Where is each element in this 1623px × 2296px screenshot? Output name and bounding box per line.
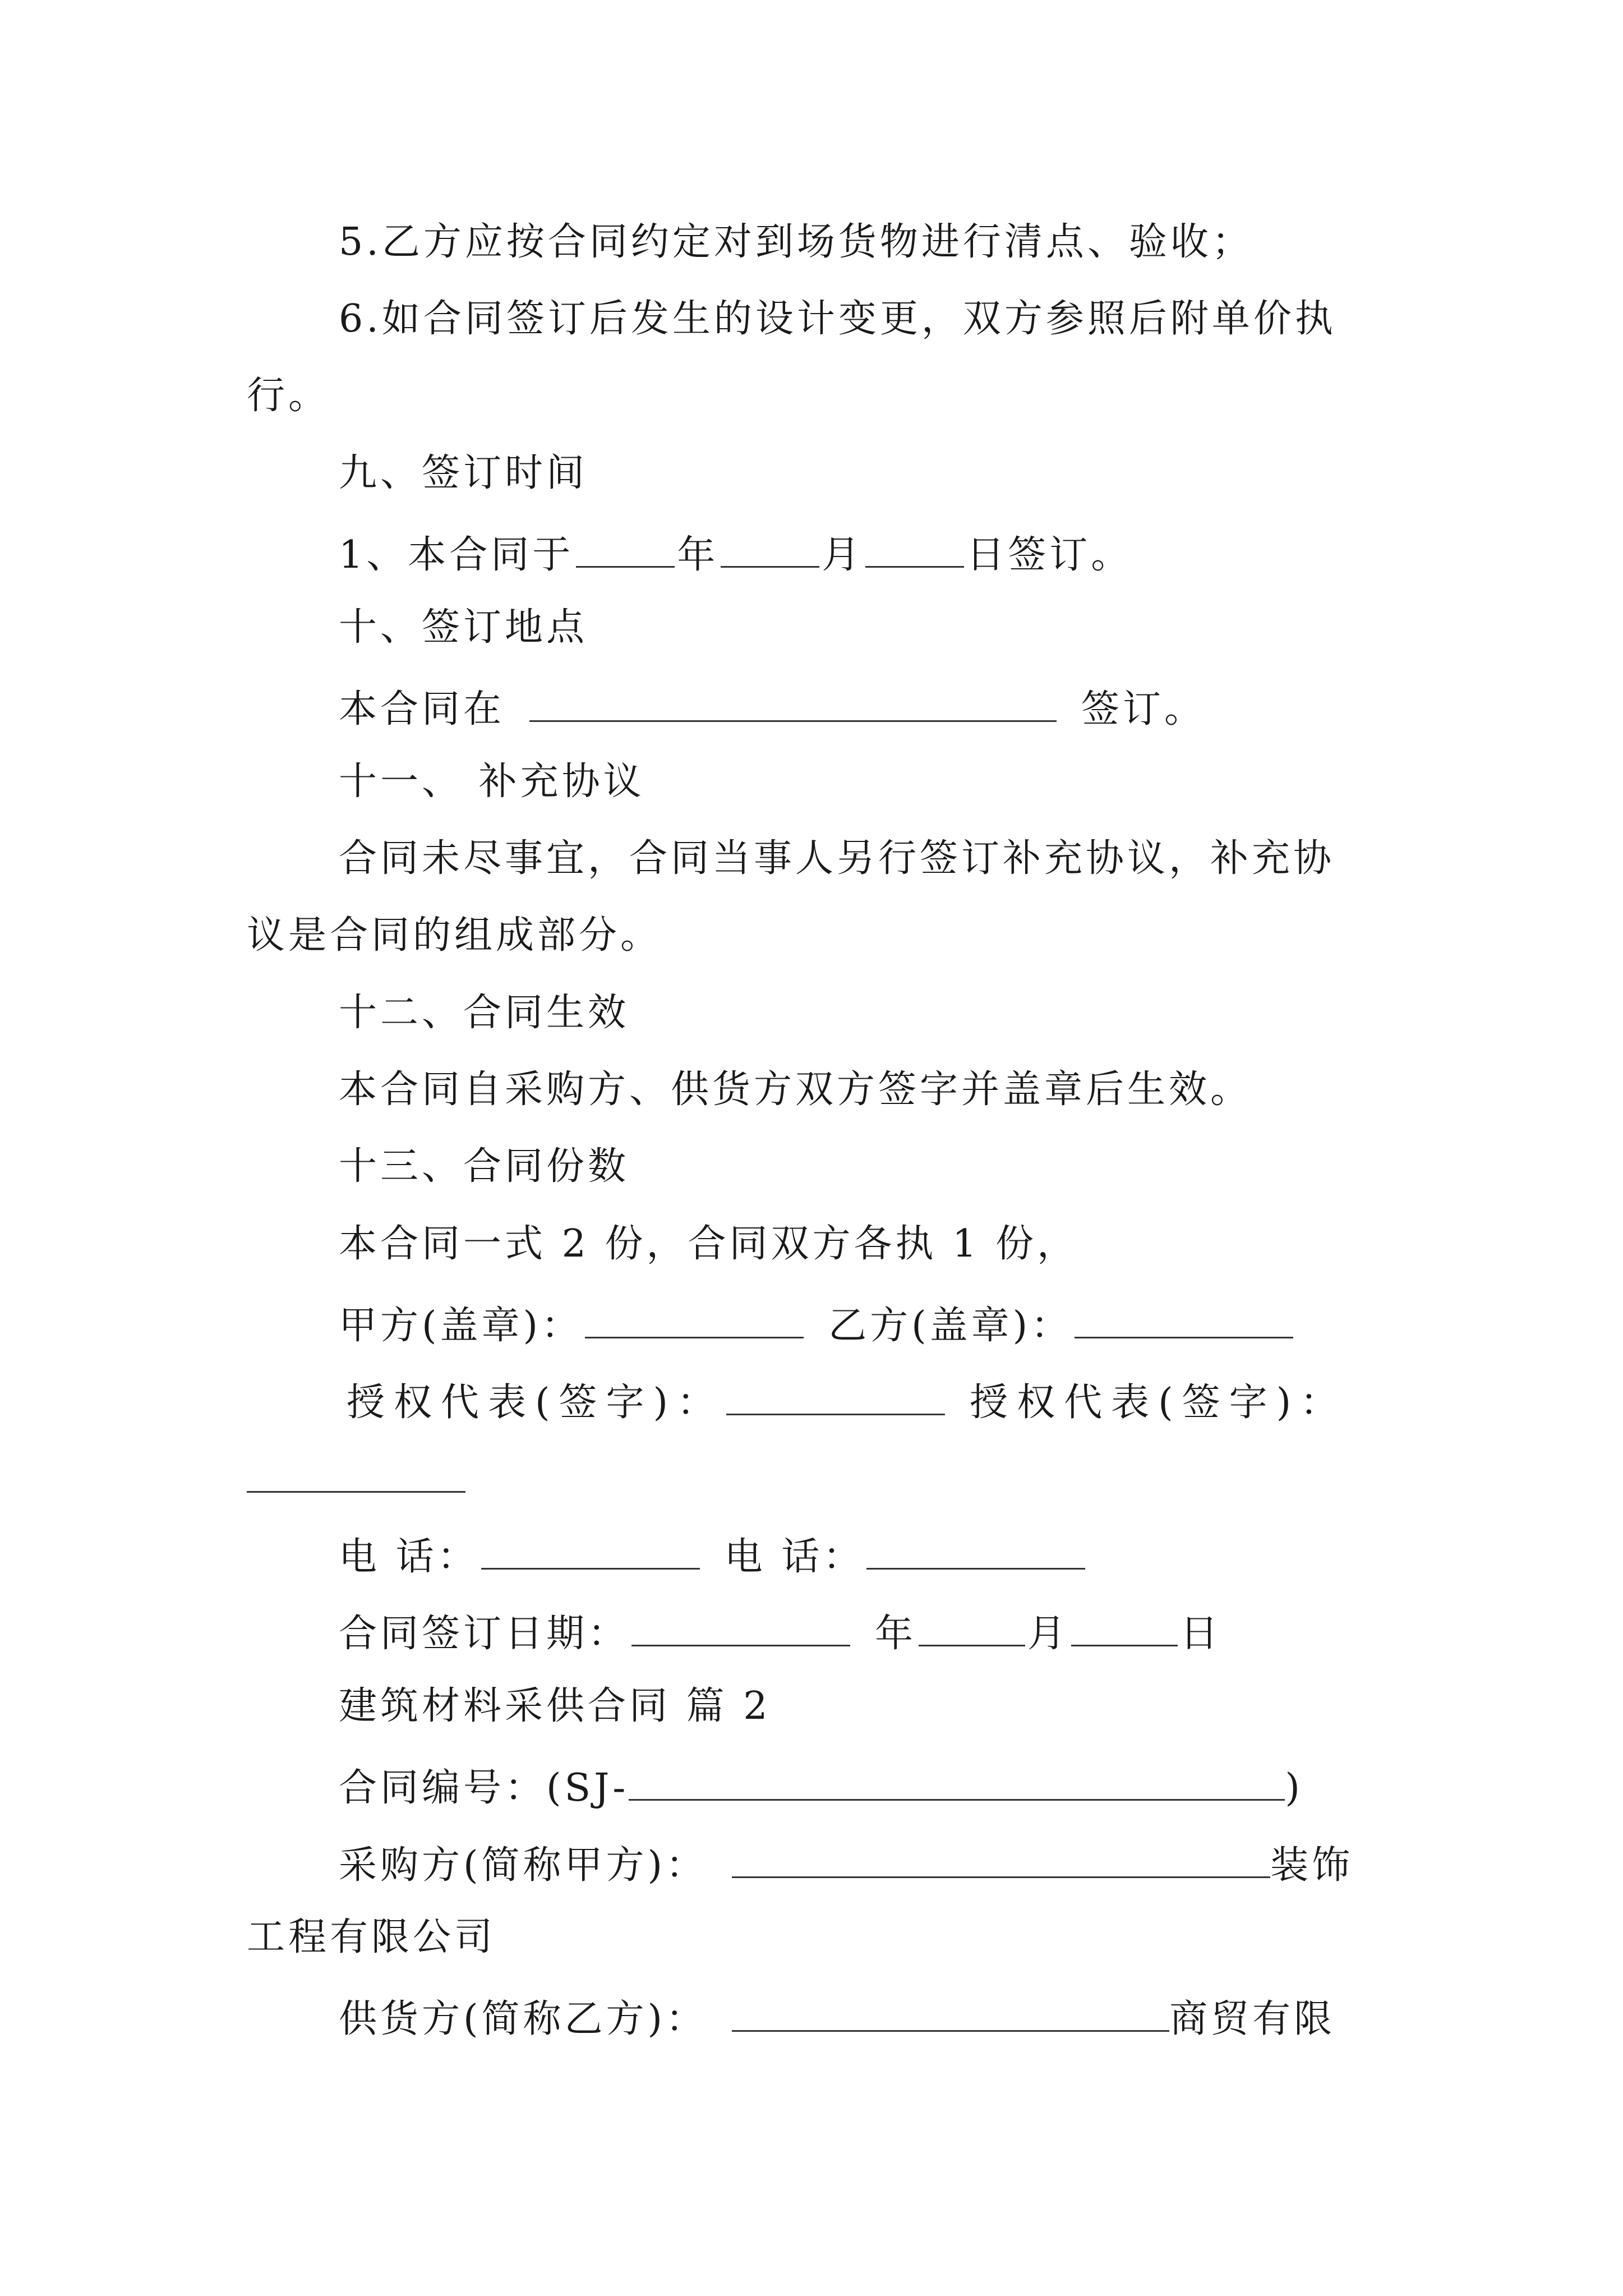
buyer-line (339, 1842, 1354, 1888)
sign-month-blank (919, 1610, 1025, 1646)
place-prefix: 本合同在 (339, 687, 505, 731)
sign-month-label: 月 (1027, 1612, 1069, 1656)
section-10-title: 十、签订地点 (339, 605, 588, 650)
buyer-line-2: 工程有限公司 (247, 1915, 496, 1959)
contract-number-prefix: 合同编号：(SJ- (339, 1766, 629, 1810)
seller-line (339, 1995, 1335, 2039)
section-9-title: 九、签订时间 (339, 451, 588, 495)
party-a-seal-blank (585, 1302, 804, 1338)
rep-a-label: 授权代表(签字)： (347, 1381, 725, 1425)
section-13-body: 本合同一式 2 份，合同双方各执 1 份， (339, 1222, 1078, 1266)
year-label: 年 (677, 533, 719, 577)
day-label: 日签订。 (966, 533, 1133, 577)
rep-b-blank (247, 1456, 465, 1493)
phone-a-blank (481, 1533, 700, 1570)
phone-a-label: 电 话： (339, 1535, 479, 1579)
seller-blank (732, 1995, 1169, 2032)
item-5: 5.乙方应按合同约定对到场货物进行清点、验收； (339, 220, 1253, 264)
phone-b-label: 电 话： (724, 1535, 865, 1579)
section-11-line-2: 议是合同的组成部分。 (247, 913, 662, 958)
section-9-date-line (339, 531, 1133, 577)
item-6-line-1: 6.如合同签订后发生的设计变更，双方参照后附单价执 (339, 297, 1336, 341)
rep-a-blank (726, 1379, 945, 1415)
section-11-title: 十一、 补充协议 (339, 760, 645, 804)
section-9-prefix: 1、本合同于 (339, 533, 574, 577)
section-10-place-line (339, 685, 1206, 729)
seal-line (339, 1302, 1295, 1348)
section-13-title: 十三、合同份数 (339, 1144, 630, 1189)
part-2-title: 建筑材料采供合同 篇 2 (339, 1684, 771, 1728)
sign-date-line (339, 1610, 1222, 1656)
day-blank (865, 531, 964, 568)
buyer-blank (732, 1842, 1270, 1878)
phone-b-blank (866, 1533, 1085, 1570)
phone-line (339, 1533, 1087, 1579)
section-12-body: 本合同自采购方、供货方双方签字并盖章后生效。 (339, 1068, 1252, 1112)
party-a-seal-label: 甲方(盖章)： (339, 1304, 583, 1348)
contract-number-blank (629, 1764, 1285, 1801)
sign-date-blank (631, 1610, 850, 1646)
buyer-label: 采购方(简称甲方)： (339, 1843, 708, 1888)
rep-b-blank-line (247, 1456, 468, 1499)
seller-label: 供货方(简称乙方)： (339, 1997, 708, 2041)
month-blank (721, 531, 819, 568)
contract-number-line (339, 1764, 1303, 1810)
sign-year-label: 年 (875, 1612, 917, 1656)
month-label: 月 (822, 533, 864, 577)
year-blank (576, 531, 675, 568)
buyer-suffix: 装饰 (1270, 1843, 1354, 1888)
seller-suffix: 商贸有限 (1169, 1997, 1336, 2041)
rep-b-label: 授权代表(签字)： (970, 1381, 1348, 1425)
sign-day-label: 日 (1180, 1612, 1222, 1656)
section-11-line-1: 合同未尽事宜，合同当事人另行签订补充协议，补充协 (339, 836, 1335, 881)
sign-day-blank (1071, 1610, 1178, 1646)
representative-line (347, 1379, 1348, 1425)
item-6-line-2: 行。 (247, 374, 330, 418)
section-12-title: 十二、合同生效 (339, 991, 630, 1035)
contract-number-suffix: ) (1285, 1766, 1303, 1810)
party-b-seal-blank (1075, 1302, 1293, 1338)
party-b-seal-label: 乙方(盖章)： (828, 1304, 1073, 1348)
place-blank (529, 685, 1057, 722)
place-suffix: 签订。 (1081, 687, 1206, 731)
sign-date-label: 合同签订日期： (339, 1612, 630, 1656)
